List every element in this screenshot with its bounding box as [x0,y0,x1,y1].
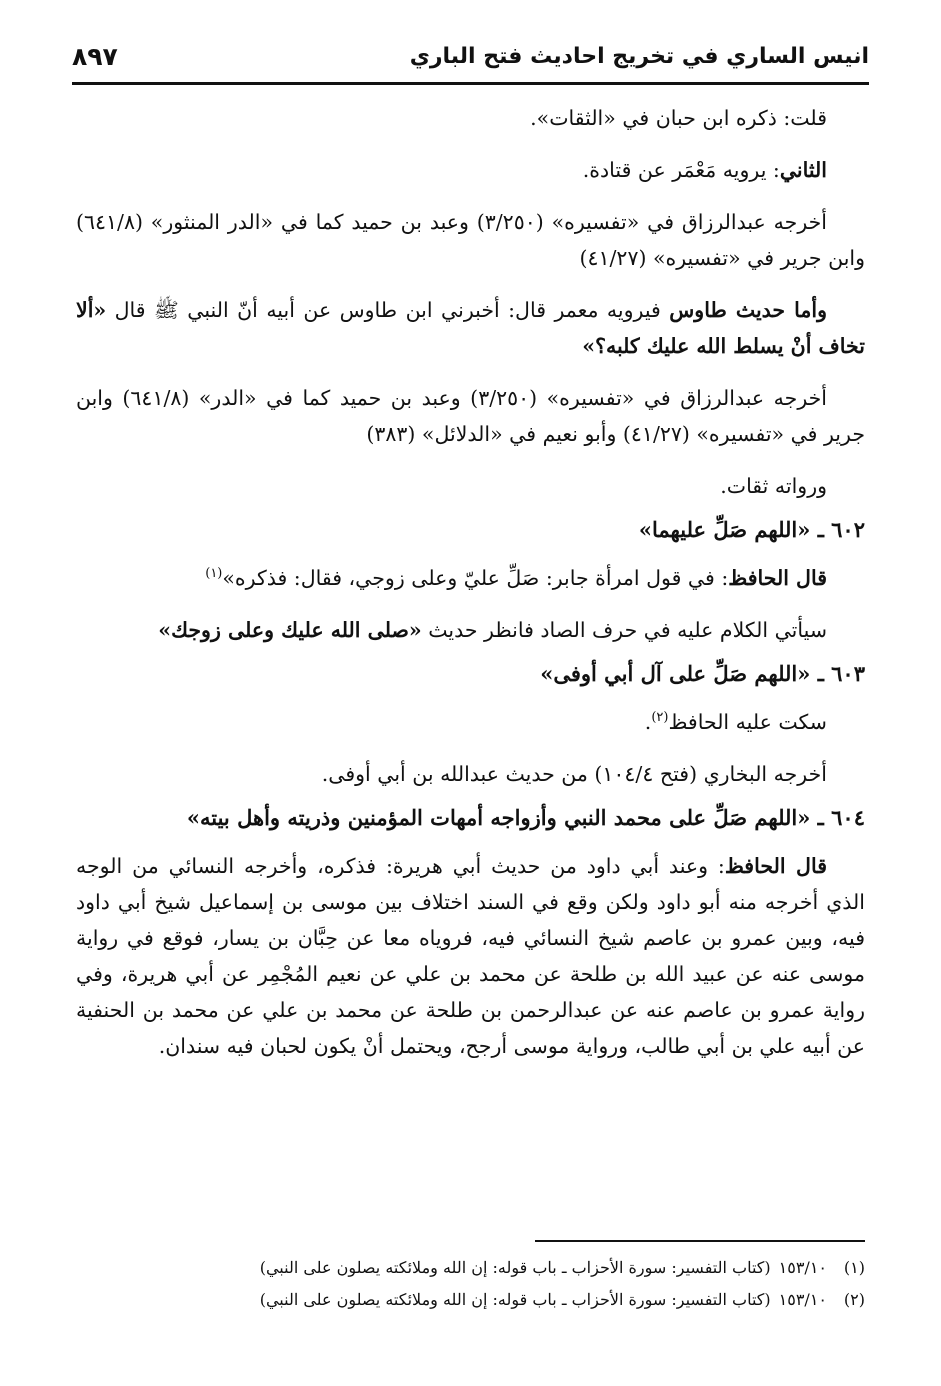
footnote-text: (كتاب التفسير: سورة الأحزاب ـ باب قوله: إن الله وملائكته يصلون على النبي) [259,1258,771,1277]
paragraph-tawus-hadith: وأما حديث طاوس فيرويه معمر قال: أخبرني ابن طاوس عن أبيه أنّ النبي ﷺ قال «ألا تخاف أنْ يسلط الله عليك كلبه؟» [76,298,865,358]
page-header [72,40,869,80]
paragraph-hafiz-604: قال الحافظ: وعند أبي داود من حديث أبي هريرة: فذكره، وأخرجه النسائي من الوجه الذي أخرجه منه أبو داود ولكن وقع في السند اختلاف بين موسى بن إسماعيل شيخ أبي داود فيه، وبين عمرو بن عاصم شيخ النسائي فيه، فروياه معا عن حِبَّان بن يسار، فوقع في رواية موسى عنه عن عبيد الله بن طلحة عن محمد بن علي عن نعيم المُجْمِر عن أبي هريرة، وفي رواية عمرو بن عاصم عنه عن عبدالرحمن بن طلحة عن محمد بن علي عن محمد بن الحنفية عن أبيه علي بن أبي طالب، ورواية موسى أرجح، ويحتمل أنْ يكون لحبان فيه سندان. [76,854,865,1058]
footnote-2 [76,1284,865,1316]
paragraph-bukhari: أخرجه البخاري (فتح ١٠٤/٤) من حديث عبدالله بن أبي أوفى. [321,762,827,786]
hadith-entry-603: ٦٠٣ ـ «اللهم صَلِّ على آل أبي أوفى» [540,661,865,686]
paragraph-takhrij-2: أخرجه عبدالرزاق في «تفسيره» (٣/٢٥٠) وعبد بن حميد كما في «الدر» (٦٤١/٨) وابن جرير في «تفسيره» (٤١/٢٧) وأبو نعيم في «الدلائل» (٣٨٣) [76,386,865,446]
main-text [76,100,865,1080]
footnote-text: (كتاب التفسير: سورة الأحزاب ـ باب قوله: إن الله وملائكته يصلون على النبي) [259,1290,771,1309]
footnote-marker: (١) [843,1258,865,1277]
paragraph-hafiz-silent: سكت عليه الحافظ$^{(٢)}$. [644,710,827,734]
hadith-entry-602: ٦٠٢ ـ «اللهم صَلِّ عليهما» [638,517,865,542]
footnote-ref-1[interactable]: (١) [205,566,223,582]
bold-lead: قال الحافظ [724,854,827,878]
hadith-quote: «صلى الله عليك وعلى زوجك» [158,618,422,642]
page-number: ٨٩٧ [72,42,118,71]
bold-lead: الثاني [779,158,827,182]
paragraph-hafiz-602: قال الحافظ: في قول امرأة جابر: صَلِّ عليّ وعلى زوجي، فقال: فذكره»$^{(١)}$ [205,566,827,590]
paragraph-second-chain: الثاني: يرويه مَعْمَر عن قتادة. [582,158,827,182]
footnote-marker: (٢) [843,1290,865,1309]
footnote-reference: ١٥٣/١٠ [778,1258,827,1277]
header-divider [72,82,869,85]
footnote-reference: ١٥٣/١٠ [778,1290,827,1309]
running-title: انيس الساري في تخريج احاديث فتح الباري [409,44,869,69]
hadith-entry-604: ٦٠٤ ـ «اللهم صَلِّ على محمد النبي وأزواجه أمهات المؤمنين وذريته وأهل بيته» [186,805,865,830]
bold-lead: قال الحافظ [728,566,827,590]
hadith-quote: «ألا تخاف أنْ يسلط الله عليك كلبه؟» [76,298,865,358]
bold-lead: وأما حديث طاوس [669,298,828,322]
footnotes [76,1252,865,1316]
paragraph-see-sad: سيأتي الكلام عليه في حرف الصاد فانظر حديث «صلى الله عليك وعلى زوجك» [158,618,827,642]
paragraph-takhrij-1: أخرجه عبدالرزاق في «تفسيره» (٣/٢٥٠) وعبد بن حميد كما في «الدر المنثور» (٦٤١/٨) وابن جرير في «تفسيره» (٤١/٢٧) [76,210,865,270]
paragraph-ibn-hibban: قلت: ذكره ابن حبان في «الثقات». [530,106,827,130]
paragraph-narrators: ورواته ثقات. [720,474,827,498]
footnote-ref-2[interactable]: (٢) [651,710,669,726]
footnote-divider [535,1240,865,1242]
footnote-1 [76,1252,865,1284]
